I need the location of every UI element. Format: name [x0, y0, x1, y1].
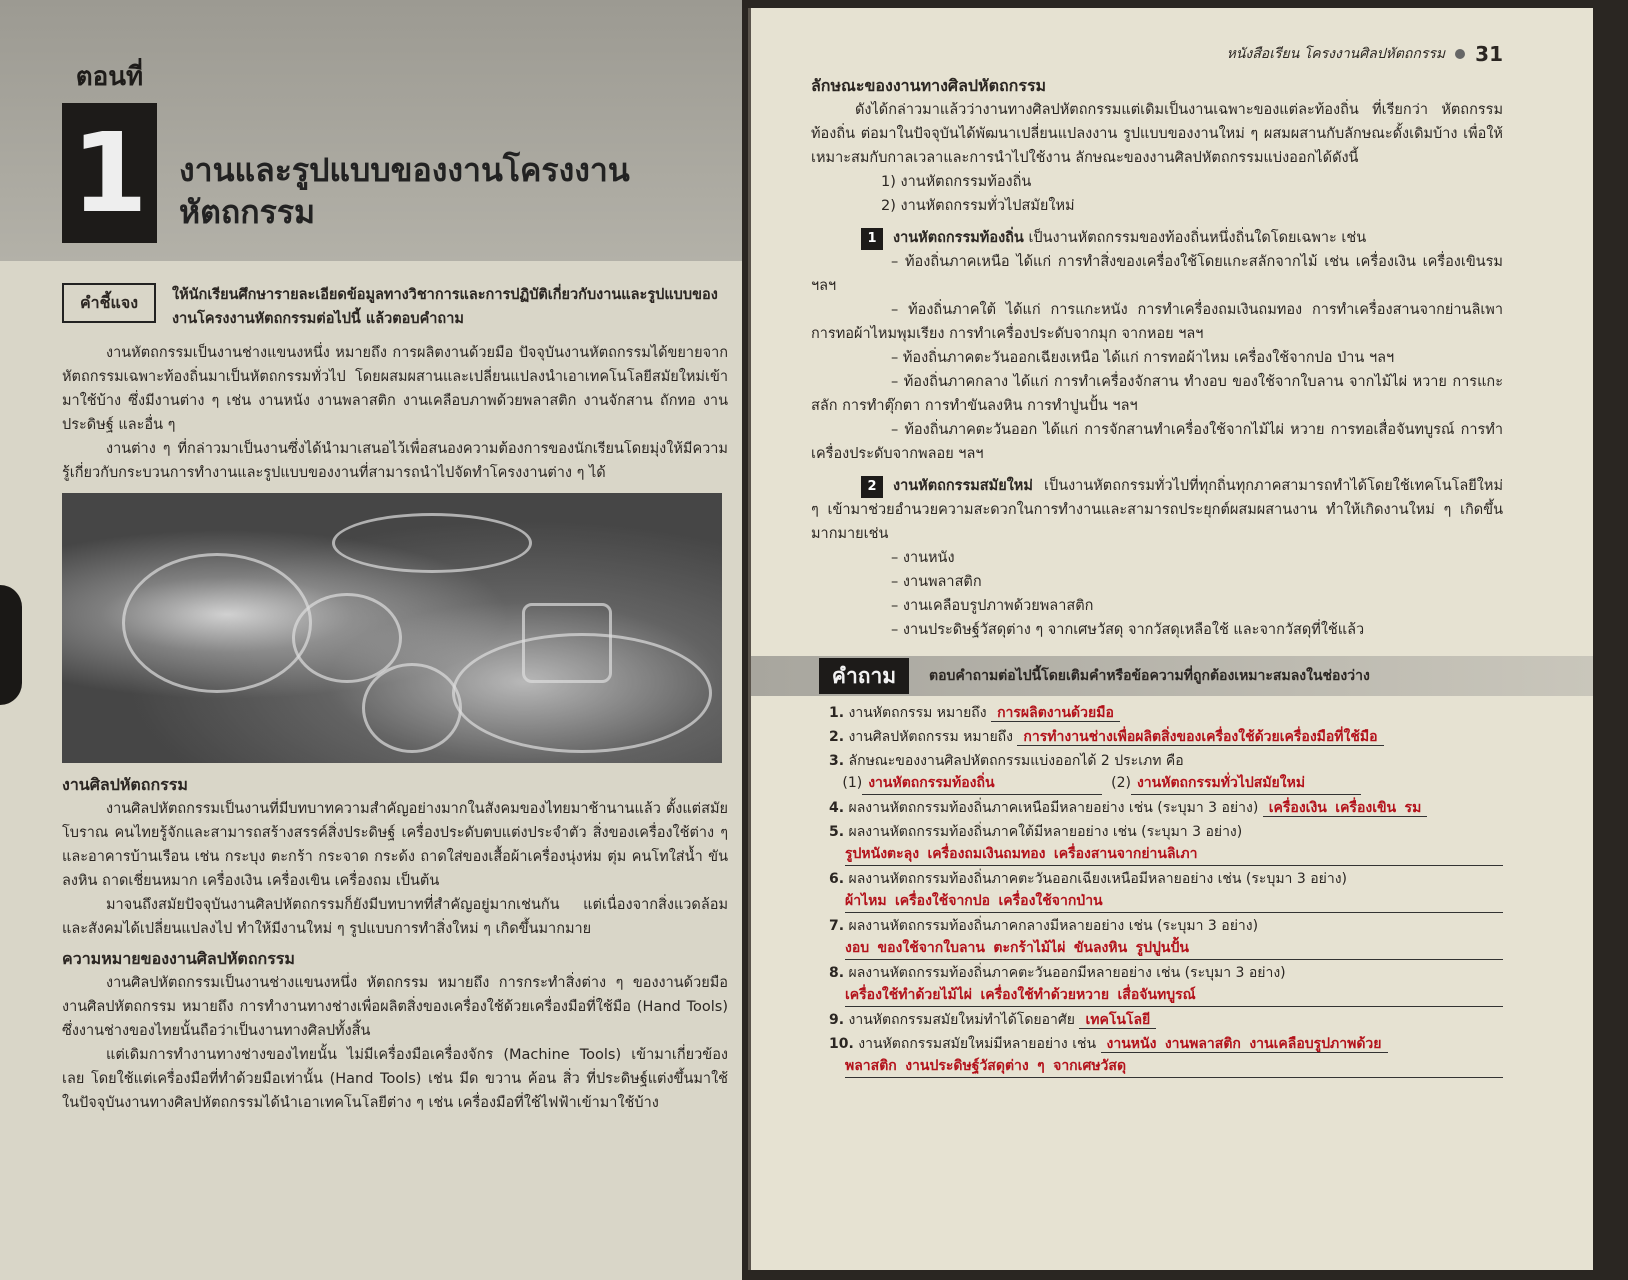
section-heading: งานศิลปหัตถกรรม: [62, 775, 188, 794]
bullet: – ท้องถิ่นภาคเหนือ ได้แก่ การทำสิ่งของเครื่องใช้โดยแกะสลักจากไม้ เช่น เครื่องเงิน เครื่องเขินรม ฯลฯ: [811, 254, 1503, 294]
question-5: 5. ผลงานหัตถกรรมท้องถิ่นภาคใต้มีหลายอย่าง เช่น (ระบุมา 3 อย่าง) รูปหนังตะลุง เครื่องถมเงินถมทอง เครื่องสานจากย่านลิเภา: [829, 821, 1503, 866]
answer-field[interactable]: เครื่องเงิน เครื่องเขิน รม: [1263, 800, 1428, 817]
type-item: 2) งานหัตถกรรมทั่วไปสมัยใหม่: [881, 198, 1075, 214]
bullet: – งานพลาสติก: [891, 574, 982, 590]
handicraft-photo: [62, 493, 722, 763]
bullet: – งานเคลือบรูปภาพด้วยพลาสติก: [891, 598, 1094, 614]
instruction-label: คำชี้แจง: [62, 283, 156, 323]
binder-clip: [0, 585, 22, 705]
chapter-label: ตอนที่: [75, 62, 144, 92]
section-art-handicraft: [62, 773, 728, 1115]
questions-label: คำถาม: [819, 658, 909, 694]
answer-field-continued[interactable]: พลาสติก งานประดิษฐ์วัสดุต่าง ๆ จากเศษวัสดุ: [845, 1055, 1503, 1078]
item-title: งานหัตถกรรมสมัยใหม่: [893, 478, 1033, 494]
left-page: [0, 0, 742, 1280]
question-6: 6. ผลงานหัตถกรรมท้องถิ่นภาคตะวันออกเฉียงเหนือมีหลายอย่าง เช่น (ระบุมา 3 อย่าง) ผ้าไหม เครื่องใช้จากปอ เครื่องใช้จากป่าน: [829, 868, 1503, 913]
item-text: เป็นงานหัตถกรรมทั่วไปที่ทุกถิ่นทุกภาคสามารถทำได้โดยใช้เทคโนโลยีใหม่ ๆ เข้ามาช่วยอำนวยความสะดวกในการทำงานและสามารถประยุกต์ผสมผสานงาน ทำให้เกิดงานใหม่ ๆ เกิดขึ้นมากมายเช่น: [811, 478, 1503, 542]
answer-field[interactable]: การผลิตงานด้วยมือ: [991, 705, 1120, 722]
question-4: 4. ผลงานหัตถกรรมท้องถิ่นภาคเหนือมีหลายอย่าง เช่น (ระบุมา 3 อย่าง) เครื่องเงิน เครื่องเขิน รม: [829, 797, 1503, 819]
section-heading: ลักษณะของงานทางศิลปหัตถกรรม: [811, 76, 1047, 95]
question-7: 7. ผลงานหัตถกรรมท้องถิ่นภาคกลางมีหลายอย่าง เช่น (ระบุมา 3 อย่าง) งอบ ของใช้จากใบลาน ตะกร้าไม้ไผ่ ขันลงหิน รูปปูนปั้น: [829, 915, 1503, 960]
paragraph: งานศิลปหัตถกรรมเป็นงานที่มีบทบาทความสำคัญอย่างมากในสังคมของไทยมาช้านานแล้ว ตั้งแต่สมัยโบราณ คนไทยรู้จักและสามารถสร้างสรรค์สิ่งประดิษฐ์ เครื่องประดับตบแต่งประจำตัว สิ่งของเครื่องใช้ต่าง ๆ และอาคารบ้านเรือน เช่น กระบุง ตะกร้า กระจาด กระด้ง ถาดใส่ของเสื้อผ้าเครื่องนุ่งห่ม ตุ่ม คนโทใส่น้ำ ขันลงหิน ถาดเชี่ยนหมาก เครื่องเงิน เครื่องเขิน เครื่องถม เป็นต้น: [62, 801, 728, 889]
running-header: หนังสือเรียน โครงงานศิลปหัตถกรรม: [1226, 46, 1446, 62]
paragraph: งานหัตถกรรมเป็นงานช่างแขนงหนึ่ง หมายถึง การผลิตงานด้วยมือ ปัจจุบันงานหัตถกรรมได้ขยายจากหัตถกรรมเฉพาะท้องถิ่นมาเป็นหัตถกรรมทั่วไป โดยผสมผสานและเปลี่ยนแปลงนำเอาเทคโนโลยีสมัยใหม่เข้ามาใช้บ้าง ซึ่งมีงานต่าง ๆ เช่น งานหนัง งานพลาสติก งานเคลือบภาพด้วยพลาสติก งานจักสาน ถักทอ งานประดิษฐ์ และอื่น ๆ: [62, 345, 728, 433]
right-page: [748, 8, 1593, 1270]
question-1: 1. งานหัตถกรรม หมายถึง การผลิตงานด้วยมือ: [829, 702, 1503, 724]
bullet: – ท้องถิ่นภาคใต้ ได้แก่ การแกะหนัง การทำเครื่องถมเงินถมทอง การทำเครื่องสานจากย่านลิเพา การทอผ้าไหมพุมเรียง การทำเครื่องประดับจากมุก จากหอย ฯลฯ: [811, 302, 1503, 342]
chapter-header-band: [0, 0, 742, 261]
paragraph: แต่เดิมการทำงานทางช่างของไทยนั้น ไม่มีเครื่องมือเครื่องจักร (Machine Tools) เข้ามาเกี่ยวข้องเลย โดยใช้แต่เครื่องมือที่ทำด้วยมือเท่านั้น (Hand Tools) เช่น มีด ขวาน ค้อน สิ่ว ที่ประดิษฐ์แต่งขึ้นมาใช้ ในปัจจุบันงานทางศิลปหัตถกรรมได้นำเอาเทคโนโลยีต่าง ๆ เช่น เครื่องมือที่ใช้ไฟฟ้าเข้ามาใช้บ้าง: [62, 1047, 728, 1111]
bullet-dot-icon: [1455, 49, 1465, 59]
number-badge: 1: [861, 228, 883, 250]
question-2: 2. งานศิลปหัตถกรรม หมายถึง การทำงานช่างเพื่อผลิตสิ่งของเครื่องใช้ด้วยเครื่องมือที่ใช้มือ: [829, 726, 1503, 748]
question-10: 10. งานหัตถกรรมสมัยใหม่มีหลายอย่าง เช่น งานหนัง งานพลาสติก งานเคลือบรูปภาพด้วย พลาสติก งานประดิษฐ์วัสดุต่าง ๆ จากเศษวัสดุ: [829, 1033, 1503, 1078]
answer-field[interactable]: งานหัตถกรรมท้องถิ่น: [862, 772, 1102, 795]
answer-field[interactable]: ผ้าไหม เครื่องใช้จากปอ เครื่องใช้จากป่าน: [845, 890, 1503, 913]
characteristics-section: [811, 74, 1503, 642]
answer-field[interactable]: เครื่องใช้ทำด้วยไม้ไผ่ เครื่องใช้ทำด้วยหวาย เสื่อจันทบูรณ์: [845, 984, 1503, 1007]
bullet: – งานประดิษฐ์วัสดุต่าง ๆ จากเศษวัสดุ จากวัสดุเหลือใช้ และจากวัสดุที่ใช้แล้ว: [891, 622, 1365, 638]
bullet: – ท้องถิ่นภาคตะวันออก ได้แก่ การจักสานทำเครื่องใช้จากไม้ไผ่ หวาย การทอเสื่อจันทบูรณ์ การทำเครื่องประดับจากพลอย ฯลฯ: [811, 422, 1503, 462]
answer-field[interactable]: งานหัตถกรรมทั่วไปสมัยใหม่: [1131, 772, 1361, 795]
page-number: 31: [1475, 42, 1503, 66]
answer-field[interactable]: งอบ ของใช้จากใบลาน ตะกร้าไม้ไผ่ ขันลงหิน รูปปูนปั้น: [845, 937, 1503, 960]
chapter-number: 1: [62, 103, 157, 243]
bullet: – ท้องถิ่นภาคตะวันออกเฉียงเหนือ ได้แก่ การทอผ้าไหม เครื่องใช้จากปอ ป่าน ฯลฯ: [891, 350, 1395, 366]
answer-field[interactable]: งานหนัง งานพลาสติก งานเคลือบรูปภาพด้วย: [1101, 1036, 1388, 1053]
question-9: 9. งานหัตถกรรมสมัยใหม่ทำได้โดยอาศัย เทคโนโลยี: [829, 1009, 1503, 1031]
answer-field[interactable]: การทำงานช่างเพื่อผลิตสิ่งของเครื่องใช้ด้วยเครื่องมือที่ใช้มือ: [1017, 729, 1383, 746]
section-heading: ความหมายของงานศิลปหัตถกรรม: [62, 949, 295, 968]
question-3: 3. ลักษณะของงานศิลปหัตถกรรมแบ่งออกได้ 2 ประเภท คือ (1) งานหัตถกรรมท้องถิ่น (2) งานหัตถกรรมทั่วไปสมัยใหม่: [829, 750, 1503, 795]
item-text: เป็นงานหัตถกรรมของท้องถิ่นหนึ่งถิ่นใดโดยเฉพาะ เช่น: [1028, 230, 1367, 246]
paragraph: มาจนถึงสมัยปัจจุบันงานศิลปหัตถกรรมก็ยังมีบทบาทที่สำคัญอยู่มากเช่นกัน แต่เนื่องจากสิ่งแวดล้อมและสังคมได้เปลี่ยนแปลงไป ทำให้มีงานใหม่ ๆ รูปแบบการทำสิ่งใหม่ ๆ เกิดขึ้นมากมาย: [62, 897, 728, 937]
questions-header-bar: [751, 656, 1593, 696]
item-title: งานหัตถกรรมท้องถิ่น: [893, 230, 1024, 246]
bullet: – งานหนัง: [891, 550, 955, 566]
answer-field[interactable]: รูปหนังตะลุง เครื่องถมเงินถมทอง เครื่องสานจากย่านลิเภา: [845, 843, 1503, 866]
questions-instruction: ตอบคำถามต่อไปนี้โดยเติมคำหรือข้อความที่ถูกต้องเหมาะสมลงในช่องว่าง: [929, 668, 1370, 684]
instruction-text: ให้นักเรียนศึกษารายละเอียดข้อมูลทางวิชาการและการปฏิบัติเกี่ยวกับงานและรูปแบบของงานโครงงานหัตถกรรมต่อไปนี้ แล้วตอบคำถาม: [172, 287, 718, 327]
paragraph: งานศิลปหัตถกรรมเป็นงานช่างแขนงหนึ่ง หัตถกรรม หมายถึง การกระทำสิ่งต่าง ๆ ของงานด้วยมือ งานศิลปหัตถกรรม หมายถึง การทำงานทางช่างเพื่อผลิตสิ่งของเครื่องใช้ด้วยเครื่องมือที่ใช้มือ (Hand Tools) ซึ่งงานช่างของไทยนั้นถือว่าเป็นงานทางศิลปทั้งสิ้น: [62, 975, 728, 1039]
answer-field[interactable]: เทคโนโลยี: [1079, 1012, 1156, 1029]
intro-text: [62, 341, 728, 485]
paragraph: ดังได้กล่าวมาแล้วว่างานทางศิลปหัตถกรรมแต่เดิมเป็นงานเฉพาะของแต่ละท้องถิ่น ที่เรียกว่า หัตถกรรมท้องถิ่น ต่อมาในปัจจุบันได้พัฒนาเปลี่ยนแปลงงาน รูปแบบของงานใหม่ ๆ ผสมผสานกับลักษณะดั้งเดิมบ้าง เพื่อให้เหมาะสมกับกาลเวลาและการนำไปใช้งาน ลักษณะของงานศิลปหัตถกรรมแบ่งออกได้ดังนี้: [811, 102, 1503, 166]
chapter-title: งานและรูปแบบของงานโครงงานหัตถกรรม: [179, 151, 630, 231]
type-item: 1) งานหัตถกรรมท้องถิ่น: [881, 174, 1032, 190]
question-8: 8. ผลงานหัตถกรรมท้องถิ่นภาคตะวันออกมีหลายอย่าง เช่น (ระบุมา 3 อย่าง) เครื่องใช้ทำด้วยไม้ไผ่ เครื่องใช้ทำด้วยหวาย เสื่อจันทบูรณ์: [829, 962, 1503, 1007]
paragraph: งานต่าง ๆ ที่กล่าวมาเป็นงานซึ่งได้นำมาเสนอไว้เพื่อสนองความต้องการของนักเรียนโดยมุ่งให้มีความรู้เกี่ยวกับกระบวนการทำงานและรูปแบบของงานที่สามารถนำไปจัดทำโครงงานต่าง ๆ ได้: [62, 441, 728, 481]
bullet: – ท้องถิ่นภาคกลาง ได้แก่ การทำเครื่องจักสาน ทำงอบ ของใช้จากใบลาน จากไม้ไผ่ หวาย การแกะสลัก การทำตุ๊กตา การทำขันลงหิน การทำปูนปั้น ฯลฯ: [811, 374, 1503, 414]
question-list: [811, 702, 1503, 1078]
number-badge: 2: [861, 476, 883, 498]
